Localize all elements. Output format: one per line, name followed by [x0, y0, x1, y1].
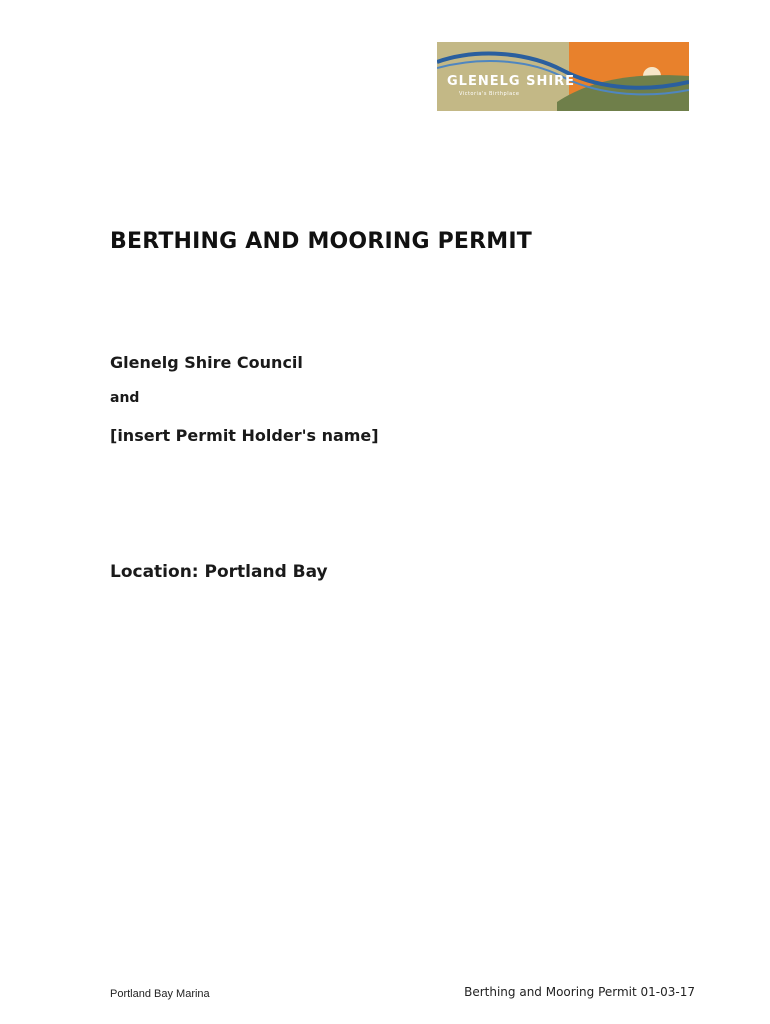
footer-left-text: Portland Bay Marina — [110, 988, 210, 1000]
logo-graphic — [437, 42, 689, 111]
party-one: Glenelg Shire Council — [110, 353, 303, 372]
glenelg-shire-logo — [437, 42, 689, 111]
location-line: Location: Portland Bay — [110, 562, 328, 582]
footer-right-text: Berthing and Mooring Permit 01-03-17 — [464, 985, 695, 999]
party-conjunction: and — [110, 390, 140, 406]
document-title: BERTHING AND MOORING PERMIT — [110, 229, 532, 254]
logo-tagline: Victoria's Birthplace — [459, 91, 520, 97]
logo-name: GLENELG SHIRE — [447, 74, 576, 89]
party-two-placeholder: [insert Permit Holder's name] — [110, 426, 379, 445]
